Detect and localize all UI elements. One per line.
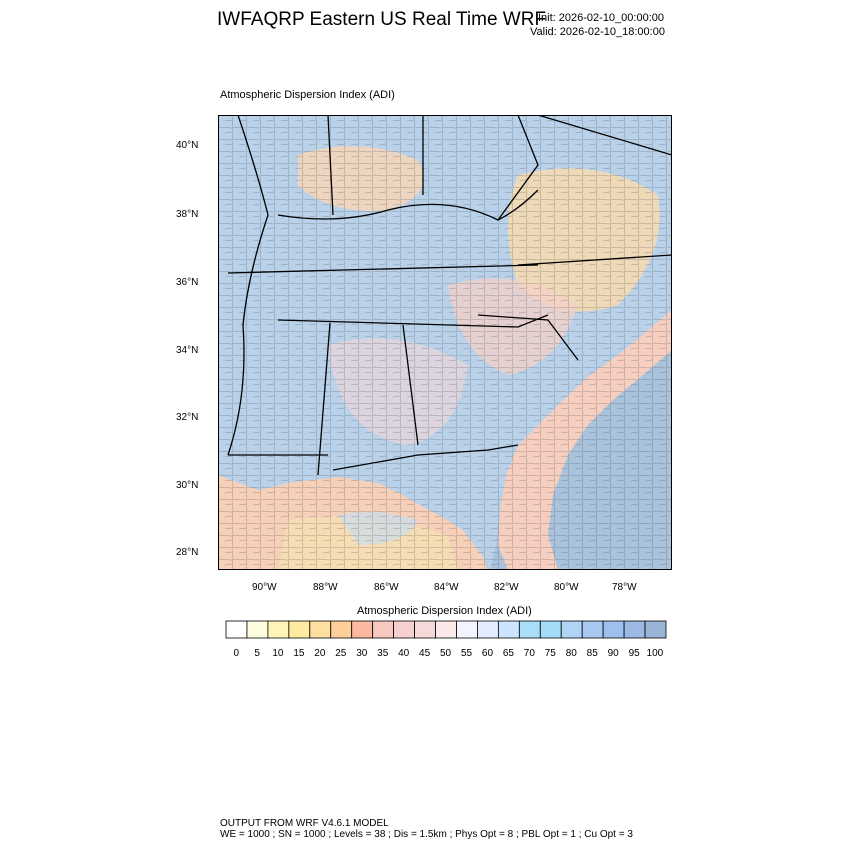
colorbar-label: 15 xyxy=(293,648,305,659)
colorbar-label: 30 xyxy=(356,648,368,659)
colorbar-label: 10 xyxy=(272,648,284,659)
colorbar-swatch xyxy=(436,621,457,638)
colorbar-swatch xyxy=(373,621,394,638)
lat-label: 32°N xyxy=(176,412,199,423)
colorbar-swatch xyxy=(477,621,498,638)
colorbar-label: 75 xyxy=(544,648,556,659)
colorbar xyxy=(225,620,667,640)
colorbar-label: 65 xyxy=(502,648,514,659)
colorbar-label: 70 xyxy=(523,648,535,659)
colorbar-label: 95 xyxy=(628,648,640,659)
colorbar-label: 90 xyxy=(607,648,619,659)
footer-model-line: OUTPUT FROM WRF V4.6.1 MODEL xyxy=(220,818,389,829)
lon-label: 86°W xyxy=(374,582,399,593)
colorbar-label: 45 xyxy=(419,648,431,659)
lat-label: 28°N xyxy=(176,547,199,558)
colorbar-swatch xyxy=(394,621,415,638)
lat-label: 30°N xyxy=(176,480,199,491)
lon-label: 80°W xyxy=(554,582,579,593)
colorbar-label: 35 xyxy=(377,648,389,659)
colorbar-swatch xyxy=(624,621,645,638)
colorbar-label: 5 xyxy=(254,648,260,659)
map-panel xyxy=(218,115,672,570)
lat-label: 34°N xyxy=(176,345,199,356)
colorbar-label: 85 xyxy=(586,648,598,659)
colorbar-label: 40 xyxy=(398,648,410,659)
colorbar-title: Atmospheric Dispersion Index (ADI) xyxy=(357,605,532,617)
lon-label: 78°W xyxy=(612,582,637,593)
colorbar-label: 55 xyxy=(460,648,473,659)
colorbar-label: 80 xyxy=(565,648,577,659)
colorbar-swatch xyxy=(352,621,373,638)
lon-label: 82°W xyxy=(494,582,519,593)
colorbar-swatch xyxy=(519,621,540,638)
colorbar-swatch xyxy=(415,621,436,638)
lon-label: 84°W xyxy=(434,582,459,593)
colorbar-swatch xyxy=(582,621,603,638)
lat-label: 38°N xyxy=(176,209,199,220)
map-field-label: Atmospheric Dispersion Index (ADI) xyxy=(220,89,395,101)
colorbar-swatch xyxy=(310,621,331,638)
colorbar-label: 0 xyxy=(233,648,240,659)
colorbar-label: 60 xyxy=(481,648,494,659)
colorbar-label: 25 xyxy=(335,648,347,659)
colorbar-swatch xyxy=(268,621,289,638)
colorbar-swatch xyxy=(456,621,477,638)
valid-time: Valid: 2026-02-10_18:00:00 xyxy=(530,26,665,38)
colorbar-label: 100 xyxy=(646,648,664,659)
colorbar-swatch xyxy=(226,621,247,638)
init-time: Init: 2026-02-10_00:00:00 xyxy=(538,12,664,24)
lat-label: 40°N xyxy=(176,140,199,151)
lat-label: 36°N xyxy=(176,277,199,288)
footer-config-line: WE = 1000 ; SN = 1000 ; Levels = 38 ; Dis = 1.5km ; Phys Opt = 8 ; PBL Opt = 1 ; Cu Opt = 3 xyxy=(220,829,633,840)
colorbar-swatch xyxy=(498,621,519,638)
lon-label: 88°W xyxy=(313,582,338,593)
colorbar-label: 20 xyxy=(314,648,326,659)
colorbar-swatch xyxy=(540,621,561,638)
colorbar-swatch xyxy=(331,621,352,638)
colorbar-swatch xyxy=(247,621,268,638)
colorbar-label: 50 xyxy=(440,648,452,659)
plot-title: IWFAQRP Eastern US Real Time WRF xyxy=(217,9,547,30)
colorbar-swatch xyxy=(289,621,310,638)
lon-label: 90°W xyxy=(252,582,277,593)
colorbar-swatch xyxy=(561,621,582,638)
colorbar-swatch xyxy=(603,621,624,638)
colorbar-swatch xyxy=(645,621,666,638)
